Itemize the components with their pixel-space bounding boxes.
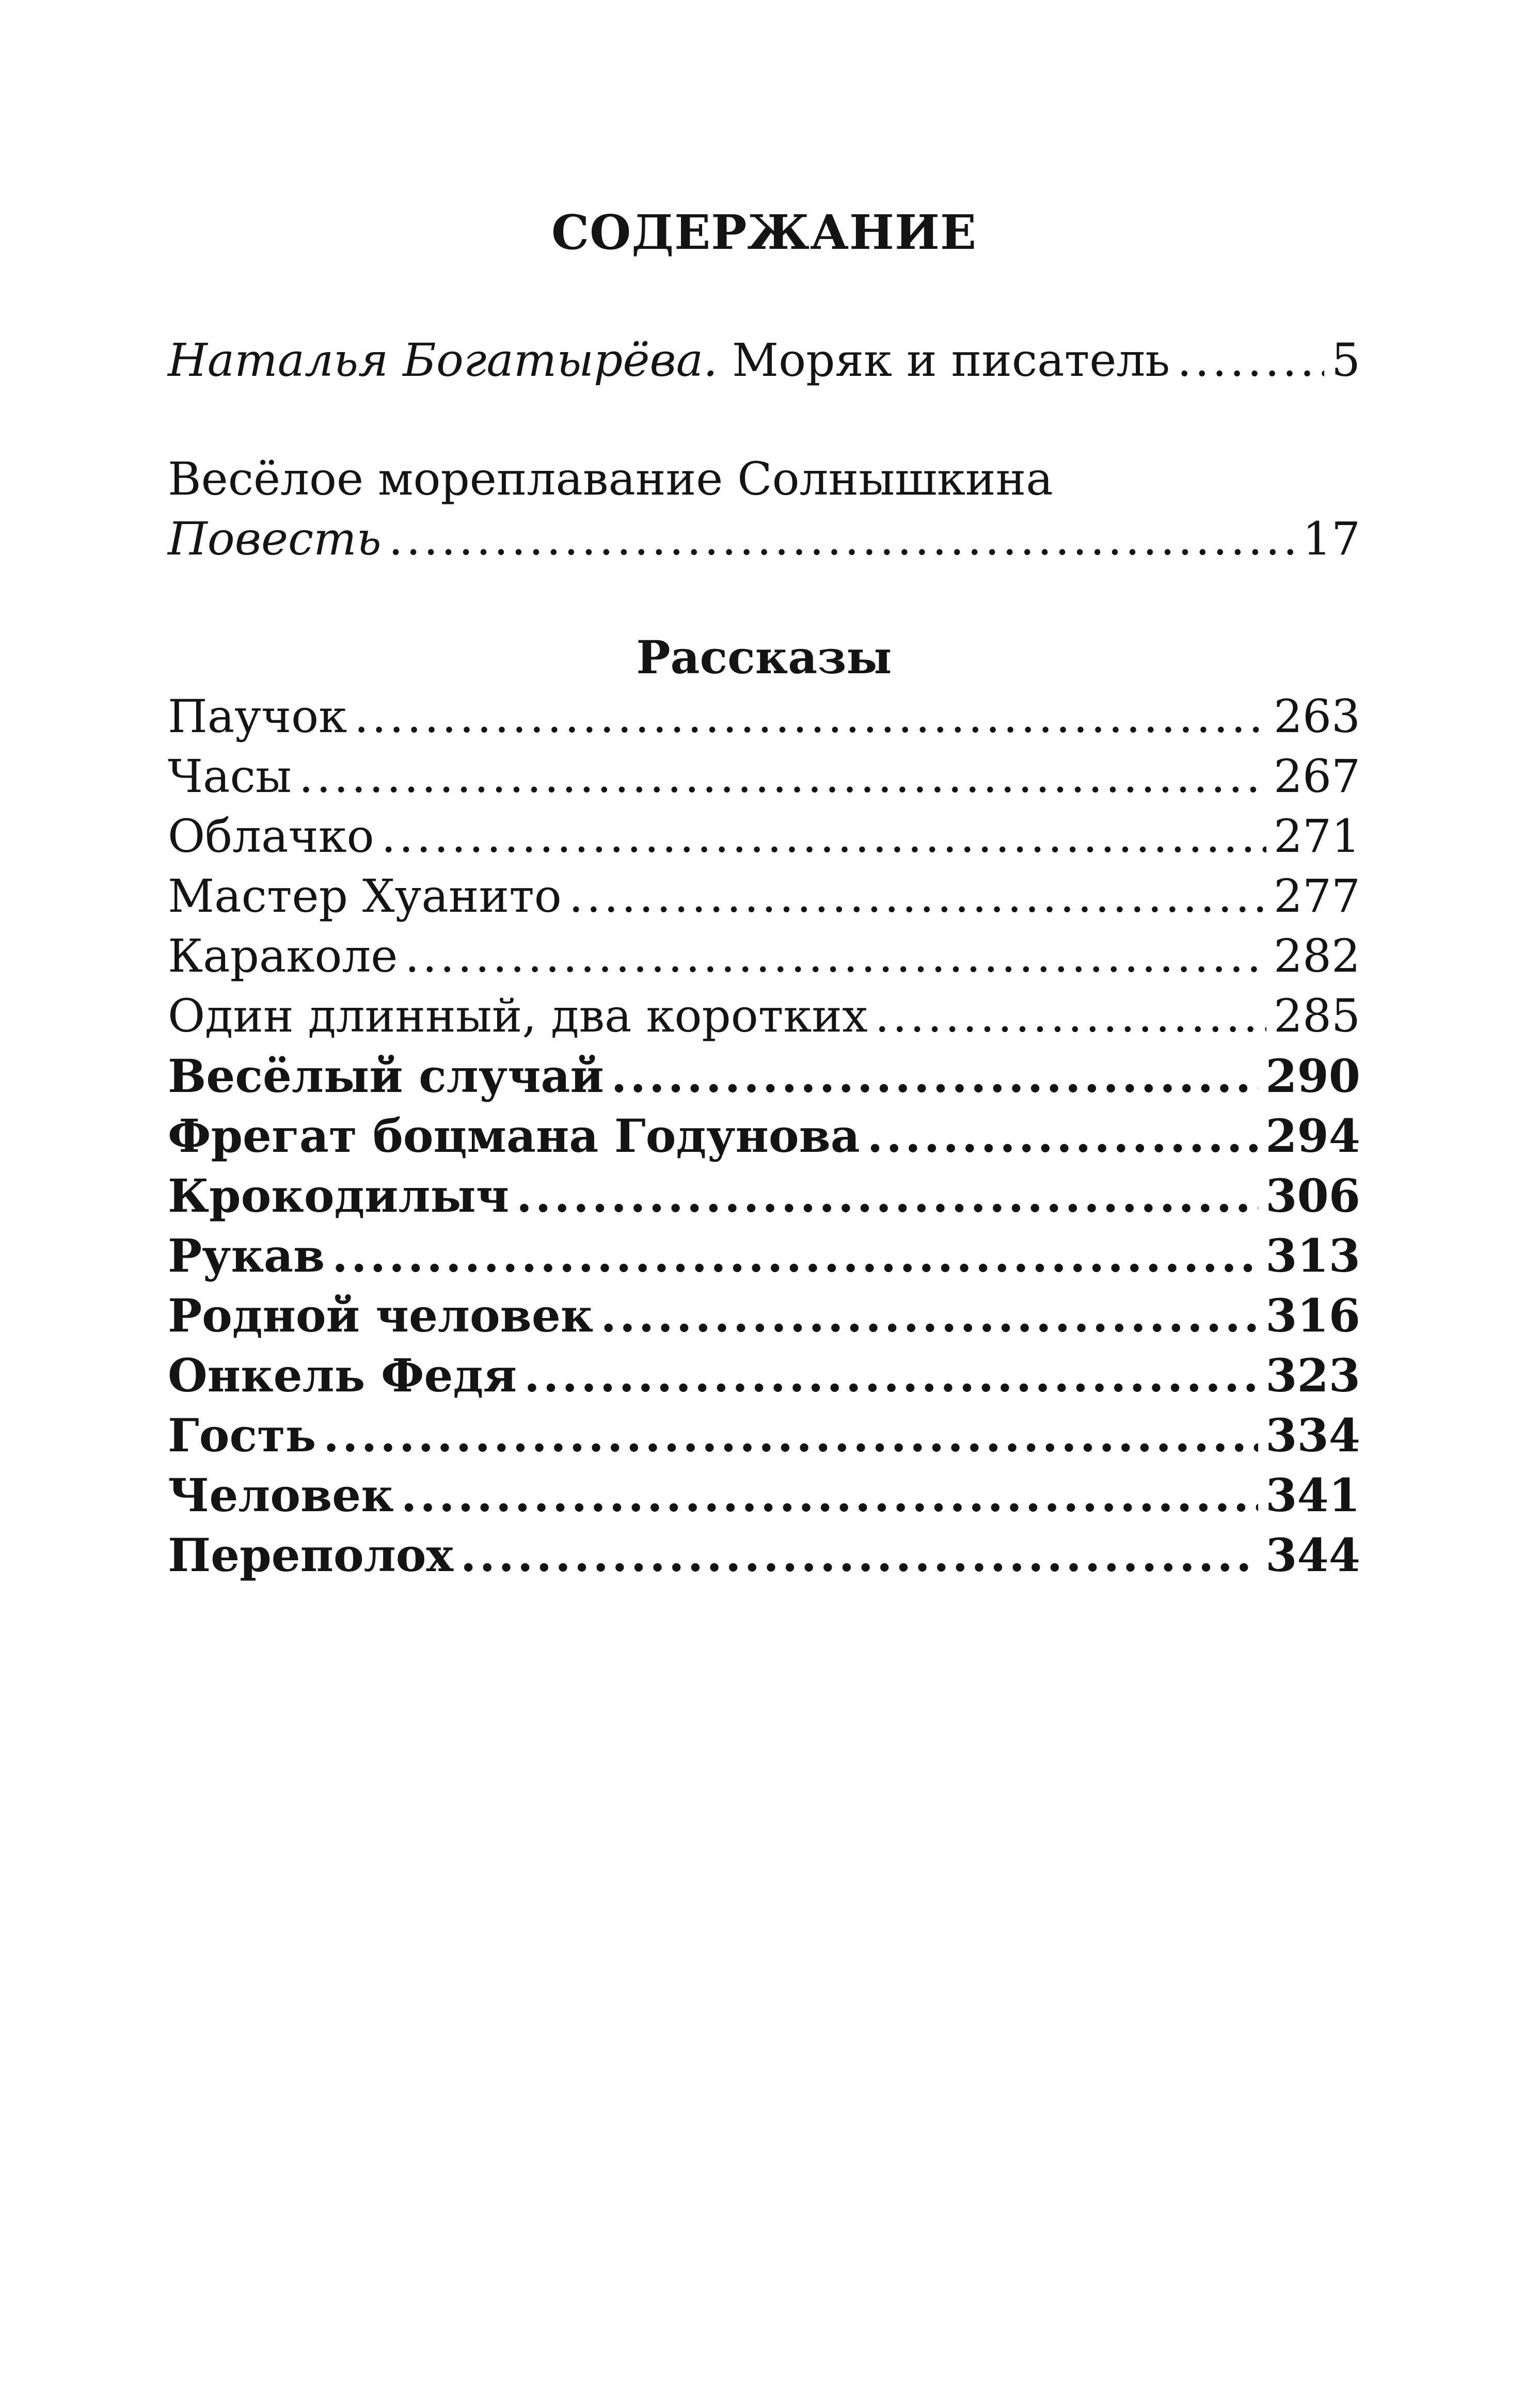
toc-entry-title: Родной человек <box>168 1289 594 1342</box>
toc-page-number: 263 <box>1274 690 1360 743</box>
toc-entry-title: Караколе <box>168 929 398 983</box>
toc-entry-title: Один длинный, два коротких <box>168 989 868 1042</box>
toc-page-number: 5 <box>1331 334 1360 387</box>
dot-leader <box>1177 330 1324 390</box>
toc-entry-story[interactable] <box>168 1286 1360 1345</box>
toc-entry-title: Фрегат боцмана Годунова <box>168 1109 860 1163</box>
toc-entry-story[interactable] <box>168 1525 1360 1585</box>
toc-page-number: 267 <box>1274 750 1360 803</box>
dot-leader <box>524 1345 1258 1405</box>
dot-leader <box>405 926 1266 986</box>
toc-entry-story[interactable] <box>168 926 1360 986</box>
toc-page-number: 277 <box>1274 869 1360 923</box>
toc-entry-title: Мастер Хуанито <box>168 869 562 923</box>
toc-page-number: 290 <box>1265 1049 1360 1103</box>
toc-entry-story[interactable] <box>168 986 1360 1046</box>
toc-entry-novel-title[interactable]: Весёлое мореплавание Солнышкина <box>168 452 1053 505</box>
dot-leader <box>382 806 1266 866</box>
toc-entry-title: Переполох <box>168 1528 453 1582</box>
toc-entry-label <box>168 509 382 569</box>
toc-page-number: 334 <box>1265 1408 1360 1462</box>
toc-entry-novel[interactable] <box>168 509 1360 569</box>
dot-leader <box>401 1465 1259 1525</box>
dot-leader <box>875 986 1266 1046</box>
dot-leader <box>299 747 1266 806</box>
toc-page-number: 323 <box>1265 1349 1360 1402</box>
toc-entry-title: Гость <box>168 1408 316 1462</box>
page-title: СОДЕРЖАНИЕ <box>551 204 977 260</box>
toc-entry-story[interactable] <box>168 1166 1360 1226</box>
section-heading-stories: Рассказы <box>636 630 892 684</box>
toc-entry-intro[interactable] <box>168 330 1360 390</box>
toc-entry-title: Рукав <box>168 1229 325 1282</box>
toc-page-number: 271 <box>1274 810 1360 863</box>
toc-entry-story[interactable] <box>168 806 1360 866</box>
toc-entry-story[interactable] <box>168 687 1360 747</box>
dot-leader <box>569 866 1266 926</box>
toc-entry-story[interactable] <box>168 1046 1360 1106</box>
toc-entry-genre: Повесть <box>168 512 382 565</box>
dot-leader <box>332 1226 1258 1286</box>
toc-page-number: 316 <box>1265 1289 1360 1342</box>
toc-entry-title: Весёлый случай <box>168 1049 604 1103</box>
toc-page-number: 341 <box>1265 1468 1360 1522</box>
toc-entry-story[interactable] <box>168 1345 1360 1405</box>
toc-page-number: 282 <box>1274 929 1360 983</box>
dot-leader <box>354 687 1266 747</box>
toc-entry-story[interactable] <box>168 866 1360 926</box>
dot-leader <box>867 1106 1259 1166</box>
toc-entry-story[interactable] <box>168 747 1360 806</box>
dot-leader <box>461 1525 1258 1585</box>
toc-entry-author: Наталья Богатырёва. <box>168 334 718 387</box>
toc-entry-title: Крокодилыч <box>168 1169 510 1223</box>
toc-page-number: 313 <box>1265 1229 1360 1282</box>
toc-entry-label <box>168 330 1170 390</box>
dot-leader <box>611 1046 1259 1106</box>
toc-entry-title: Онкель Федя <box>168 1349 517 1402</box>
toc-entry-title: Человек <box>168 1468 394 1522</box>
toc-entry-story[interactable] <box>168 1106 1360 1166</box>
toc-entry-title: Облачко <box>168 810 374 863</box>
toc-entry-title: Паучок <box>168 690 347 743</box>
toc-page-number: 344 <box>1265 1528 1360 1582</box>
dot-leader <box>389 509 1295 569</box>
toc-page-number: 306 <box>1265 1169 1360 1223</box>
toc-page-number: 17 <box>1303 512 1360 565</box>
contents-page <box>168 0 1360 2408</box>
toc-page-number: 294 <box>1265 1109 1360 1163</box>
toc-entry-title: Моряк и писатель <box>718 334 1170 387</box>
toc-entry-story[interactable] <box>168 1226 1360 1286</box>
toc-entry-story[interactable] <box>168 1465 1360 1525</box>
toc-entry-title: Часы <box>168 750 292 803</box>
toc-entry-story[interactable] <box>168 1405 1360 1465</box>
dot-leader <box>600 1286 1258 1345</box>
dot-leader <box>516 1166 1258 1226</box>
dot-leader <box>323 1405 1258 1465</box>
toc-page-number: 285 <box>1274 989 1360 1042</box>
